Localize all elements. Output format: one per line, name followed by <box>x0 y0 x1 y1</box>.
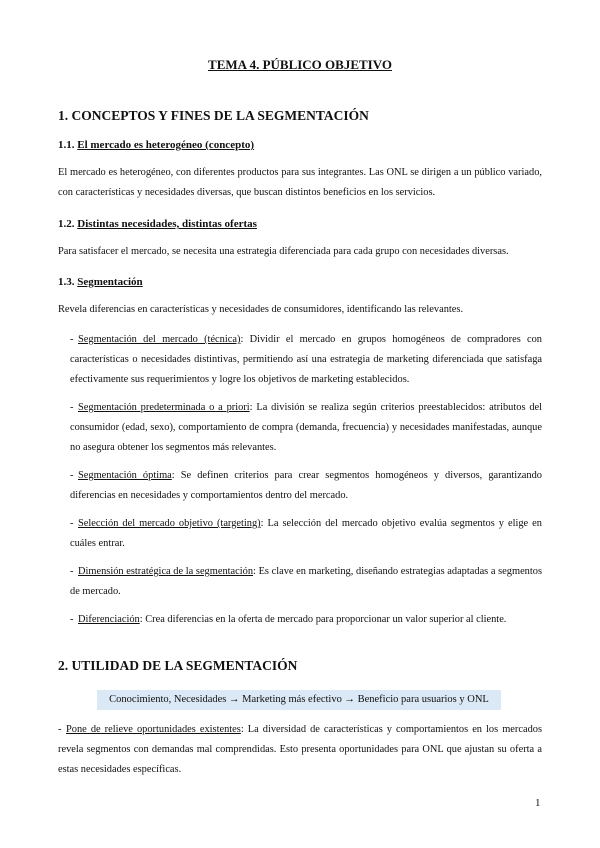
subsection-1-2-heading <box>58 218 257 230</box>
section-2-heading: 2. UTILIDAD DE LA SEGMENTACIÓN <box>58 658 298 673</box>
highlighted-formula: Conocimiento, Necesidades → Marketing más efectivo → Beneficio para usuarios y ONL <box>97 690 501 710</box>
subsection-1-3-heading <box>58 276 143 288</box>
subsection-number: 1.3. <box>58 276 75 288</box>
bullet-term: Dimensión estratégica de la segmentación <box>78 566 254 577</box>
bullet-term: Diferenciación <box>78 614 140 625</box>
subsection-number: 1.1. <box>58 139 75 151</box>
bullet-text: : Es clave en marketing, diseñando estrategias adaptadas a segmentos de mercado. <box>70 566 542 597</box>
subsection-1-1-body: El mercado es heterogéneo, con diferentes productos para sus integrantes. Las ONL se dirigen a un público variado, con características y necesidades diversas, que buscan distintos beneficios en los servicios. <box>58 167 542 198</box>
dash-bullet: - <box>70 470 74 481</box>
list-item <box>70 466 542 506</box>
subsection-title: Segmentación <box>77 276 143 288</box>
list-item <box>70 514 542 554</box>
bullet-term: Pone de relieve oportunidades existentes <box>66 724 241 735</box>
bullet-text: : Se definen criterios para crear segmentos homogéneos y diversos, garantizando diferencias en necesidades y comportamientos dentro del mercado. <box>70 470 543 501</box>
dash-bullet: - <box>70 334 74 345</box>
bullet-text: : Crea diferencias en la oferta de mercado para proporcionar un valor superior al cliente. <box>139 614 507 625</box>
subsection-title: Distintas necesidades, distintas ofertas <box>77 218 257 230</box>
bullet-text: : La selección del mercado objetivo evalúa segmentos y elige en cuáles entrar. <box>70 518 542 549</box>
list-item <box>70 330 542 390</box>
dash-bullet: - <box>70 402 74 413</box>
subsection-title: El mercado es heterogéneo (concepto) <box>77 139 255 151</box>
bullet-text: : Dividir el mercado en grupos homogéneos de compradores con características o necesidades distintivas, permitiendo así una estrategia de marketing diferenciada que satisfaga efectivamente sus requerimientos y logre los objetivos de marketing establecidos. <box>70 334 542 385</box>
subsection-1-1-heading <box>58 139 254 151</box>
dash-bullet: - <box>70 518 74 529</box>
dash-bullet: - <box>58 724 62 735</box>
bullet-term: Selección del mercado objetivo (targeting) <box>78 518 261 529</box>
page-number: 1 <box>535 797 541 809</box>
list-item <box>58 720 542 780</box>
list-item <box>70 562 542 602</box>
bullet-text: : La diversidad de características y comportamientos en los mercados revela segmentos con demandas mal comprendidas. Esto presenta oportunidades para ONL que ajustan su oferta a estas necesidades específicas. <box>58 724 543 775</box>
dash-bullet: - <box>70 566 74 577</box>
list-item <box>70 398 542 458</box>
bullet-term: Segmentación predeterminada o a priori <box>78 402 250 413</box>
document-title: TEMA 4. PÚBLICO OBJETIVO <box>208 57 392 72</box>
section-1-heading: 1. CONCEPTOS Y FINES DE LA SEGMENTACIÓN <box>58 108 369 123</box>
subsection-1-2-body: Para satisfacer el mercado, se necesita una estrategia diferenciada para cada grupo con necesidades diversas. <box>58 246 509 257</box>
list-item <box>70 610 542 630</box>
subsection-number: 1.2. <box>58 218 75 230</box>
subsection-1-3-intro: Revela diferencias en características y necesidades de consumidores, identificando las relevantes. <box>58 304 464 315</box>
dash-bullet: - <box>70 614 74 625</box>
bullet-term: Segmentación óptima <box>78 470 172 481</box>
bullet-text: : La división se realiza según criterios preestablecidos: atributos del consumidor (edad, sexo), comportamiento de compra (demanda, frecuencia) y necesidades manifestadas, aunque no asegura obtener los segmentos más relevantes. <box>70 402 543 453</box>
bullet-term: Segmentación del mercado (técnica) <box>78 334 241 345</box>
